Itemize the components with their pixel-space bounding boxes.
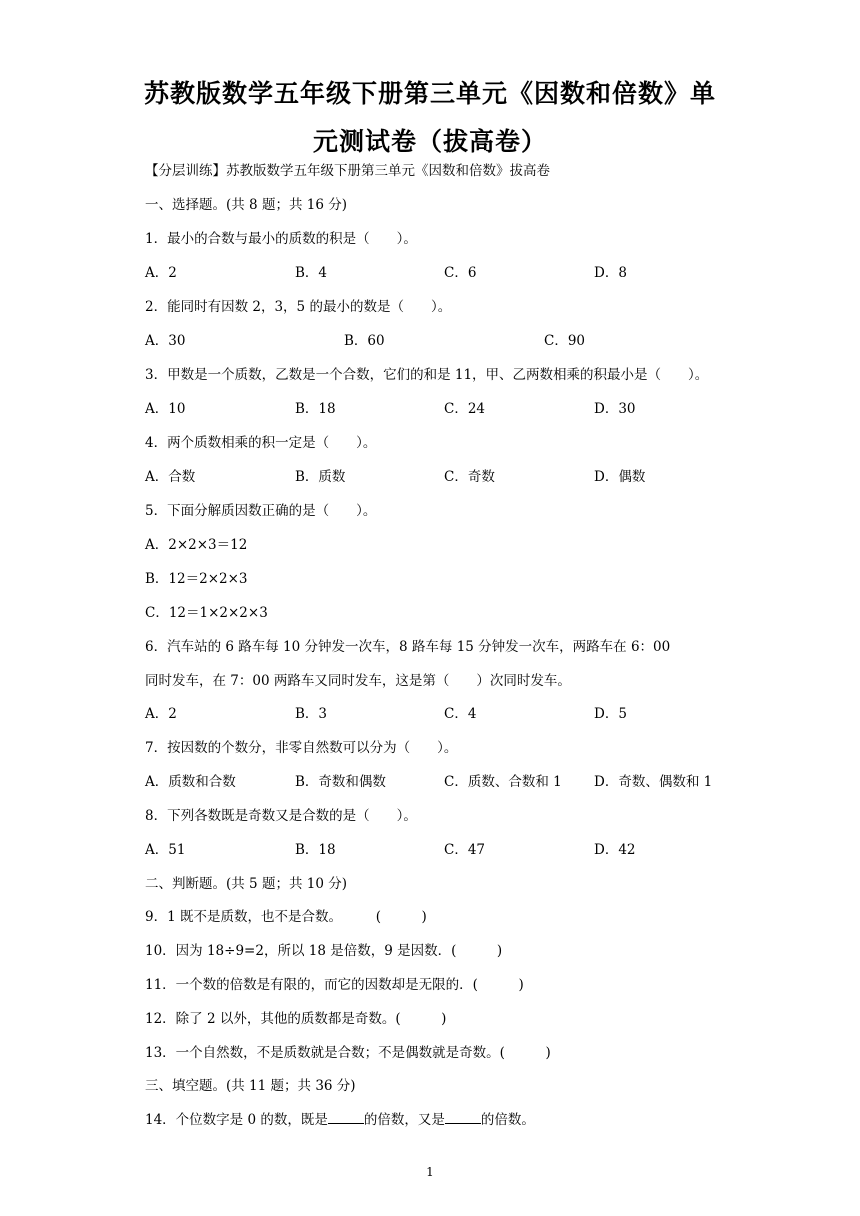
document-title — [100, 70, 760, 166]
question-6-stem-line-2: 同时发车，在 7：00 两路车又同时发车，这是第（ ）次同时发车。 — [145, 673, 571, 689]
q14-part-1: 14．个位数字是 0 的数，既是 — [145, 1112, 328, 1128]
question-2-stem: 2．能同时有因数 2，3，5 的最小的数是（ ）。 — [145, 299, 452, 315]
q6-option-b: B．3 — [295, 706, 328, 722]
question-9: 9．1 既不是质数，也不是合数。 ( ) — [145, 909, 427, 925]
subtitle: 【分层训练】苏教版数学五年级下册第三单元《因数和倍数》拔高卷 — [145, 163, 550, 179]
question-11: 11．一个数的倍数是有限的，而它的因数却是无限的．( ) — [145, 977, 524, 993]
q4-option-c: C．奇数 — [444, 469, 495, 485]
question-1-stem: 1．最小的合数与最小的质数的积是（ ）。 — [145, 231, 417, 247]
q8-option-c: C．47 — [444, 842, 486, 858]
q5-option-b: B．12＝2×2×3 — [145, 571, 248, 587]
title-line-2: 元测试卷（拔高卷） — [312, 127, 547, 156]
q14-blank-1 — [328, 1109, 364, 1124]
question-7-stem: 7．按因数的个数分，非零自然数可以分为（ ）。 — [145, 740, 458, 756]
q6-option-d: D．5 — [594, 706, 627, 722]
question-4-stem: 4．两个质数相乘的积一定是（ ）。 — [145, 435, 377, 451]
q1-option-c: C．6 — [444, 265, 477, 281]
q7-option-c: C．质数、合数和 1 — [444, 774, 562, 790]
q4-option-a: A．合数 — [145, 469, 196, 485]
q2-option-c: C．90 — [544, 333, 586, 349]
q2-option-b: B．60 — [344, 333, 385, 349]
q8-option-a: A．51 — [145, 842, 186, 858]
question-10: 10．因为 18÷9=2，所以 18 是倍数，9 是因数．( ) — [145, 943, 503, 959]
q1-option-b: B．4 — [295, 265, 328, 281]
q5-option-a: A．2×2×3＝12 — [145, 537, 248, 553]
q7-option-b: B．奇数和偶数 — [295, 774, 386, 790]
title-line-1: 苏教版数学五年级下册第三单元《因数和倍数》单 — [143, 79, 716, 108]
q3-option-d: D．30 — [594, 401, 636, 417]
question-14 — [145, 1109, 760, 1131]
q3-option-a: A．10 — [145, 401, 186, 417]
q4-option-d: D．偶数 — [594, 469, 646, 485]
question-8-stem: 8．下列各数既是奇数又是合数的是（ ）。 — [145, 808, 417, 824]
section-heading-choice: 一、选择题。(共 8 题；共 16 分) — [145, 197, 347, 213]
q6-option-a: A．2 — [145, 706, 177, 722]
question-6-stem-line-1: 6．汽车站的 6 路车每 10 分钟发一次车，8 路车每 15 分钟发一次车，两路车在 6：00 — [145, 639, 671, 655]
q3-option-c: C．24 — [444, 401, 486, 417]
q4-option-b: B．质数 — [295, 469, 346, 485]
question-12: 12．除了 2 以外，其他的质数都是奇数。( ) — [145, 1011, 447, 1027]
q2-option-a: A．30 — [145, 333, 186, 349]
q8-option-b: B．18 — [295, 842, 336, 858]
page-number: 1 — [426, 1165, 434, 1179]
q8-option-d: D．42 — [594, 842, 636, 858]
q1-option-a: A．2 — [145, 265, 177, 281]
question-13: 13．一个自然数，不是质数就是合数；不是偶数就是奇数。( ) — [145, 1045, 551, 1061]
question-3-stem: 3．甲数是一个质数，乙数是一个合数，它们的和是 11，甲、乙两数相乘的积最小是（ ）。 — [145, 367, 709, 383]
q14-part-2: 的倍数，又是 — [363, 1112, 445, 1128]
q5-option-c: C．12＝1×2×2×3 — [145, 605, 268, 621]
q3-option-b: B．18 — [295, 401, 336, 417]
q7-option-a: A．质数和合数 — [145, 774, 236, 790]
section-heading-judgement: 二、判断题。(共 5 题；共 10 分) — [145, 876, 347, 892]
q14-part-3: 的倍数。 — [480, 1112, 535, 1128]
q14-blank-2 — [445, 1109, 481, 1124]
q7-option-d: D．奇数、偶数和 1 — [594, 774, 713, 790]
q1-option-d: D．8 — [594, 265, 627, 281]
question-5-stem: 5．下面分解质因数正确的是（ ）。 — [145, 503, 377, 519]
q6-option-c: C．4 — [444, 706, 477, 722]
section-heading-fill-in: 三、填空题。(共 11 题；共 36 分) — [145, 1078, 356, 1094]
